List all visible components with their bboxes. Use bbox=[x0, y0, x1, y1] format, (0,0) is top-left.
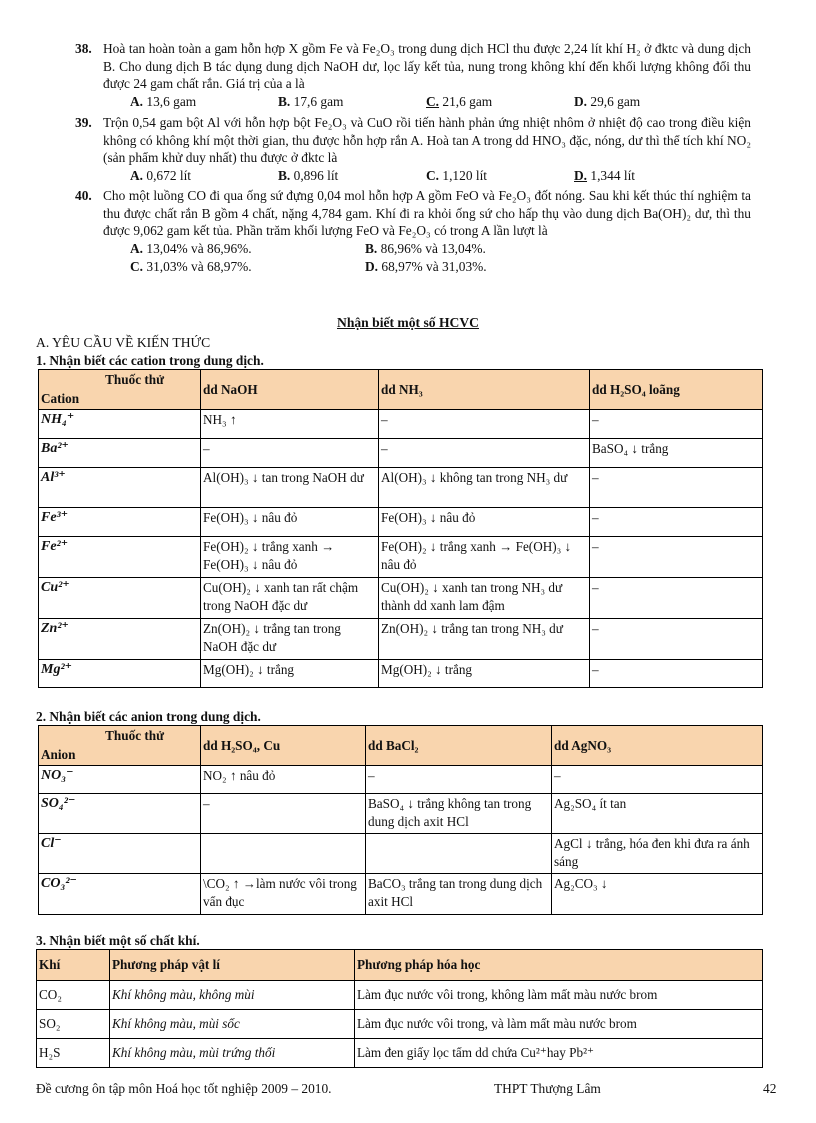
option-c: C. 31,03% và 68,97%. bbox=[130, 258, 252, 274]
gas-cell: CO₂ bbox=[37, 981, 110, 1010]
table-row bbox=[39, 508, 763, 537]
anion-table bbox=[38, 725, 763, 915]
table-cell: Ag₂SO₄ ít tan bbox=[552, 794, 763, 834]
table-cell: Al(OH)₃ ↓ không tan trong NH₃ dư bbox=[379, 468, 590, 508]
table-cell: Fe(OH)₃ ↓ nâu đỏ bbox=[379, 508, 590, 537]
table-row bbox=[39, 766, 763, 794]
question-stem: Hoà tan hoàn toàn a gam hỗn hợp X gồm Fe và Fe₂O₃ trong dung dịch HCl thu được 2,24 lít khí H₂ ở đktc và dung dịch B. Cho dung dịch B tác dụng dung dịch NaOH dư, lọc lấy kết tủa, nung trong không khí đến khối lượng không đổi thu được 24 gam chất rắn. Giá trị của a là bbox=[103, 41, 751, 92]
page-number: 42 bbox=[763, 1081, 777, 1096]
table-cell: BaSO₄ ↓ trắng không tan trong dung dịch axit HCl bbox=[366, 794, 552, 834]
table-row bbox=[37, 1039, 763, 1068]
option-d: D. 29,6 gam bbox=[574, 94, 641, 110]
cation-cell: NH₄⁺ bbox=[39, 410, 201, 439]
table-cell: BaCO₃ trắng tan trong dung dịch axit HCl bbox=[366, 874, 552, 915]
question-number: 39. bbox=[75, 115, 92, 130]
cation-cell: Fe²⁺ bbox=[39, 537, 201, 578]
table-row bbox=[39, 468, 763, 508]
gas-cell: SO₂ bbox=[37, 1010, 110, 1039]
cation-cell: Fe³⁺ bbox=[39, 508, 201, 537]
footer-document-title: Đề cương ôn tập môn Hoá học tốt nghiệp 2009 – 2010. bbox=[36, 1081, 332, 1096]
table-cell: BaSO₄ ↓ trắng bbox=[590, 439, 763, 468]
answer-options bbox=[130, 240, 751, 275]
reagent-header: Thuốc thử bbox=[105, 372, 164, 387]
table-row bbox=[39, 874, 763, 915]
table-row bbox=[39, 410, 763, 439]
table-cell: Zn(OH)₂ ↓ trắng tan trong NH₃ dư bbox=[379, 619, 590, 660]
gas-heading: 3. Nhận biết một số chất khí. bbox=[36, 933, 200, 948]
column-header: Khí bbox=[37, 950, 110, 981]
option-b: B. 86,96% và 13,04%. bbox=[365, 241, 486, 257]
table-row bbox=[39, 660, 763, 688]
column-header: dd BaCl₂ bbox=[366, 726, 552, 766]
table-cell: Fe(OH)₂ ↓ trắng xanh → Fe(OH)₃ ↓ nâu đỏ bbox=[379, 537, 590, 578]
table-cell: Fe(OH)₃ ↓ nâu đỏ bbox=[201, 508, 379, 537]
table-cell bbox=[366, 834, 552, 874]
answer-options bbox=[130, 167, 751, 185]
table-cell: – bbox=[201, 794, 366, 834]
section-title: Nhận biết một số HCVC bbox=[337, 315, 479, 330]
table-cell: – bbox=[201, 439, 379, 468]
column-header: dd NaOH bbox=[201, 370, 379, 410]
answer-options bbox=[130, 93, 751, 111]
table-row bbox=[39, 537, 763, 578]
table-row bbox=[37, 981, 763, 1010]
table-cell bbox=[201, 834, 366, 874]
cation-cell: Zn²⁺ bbox=[39, 619, 201, 660]
table-row bbox=[39, 619, 763, 660]
cation-cell: Mg²⁺ bbox=[39, 660, 201, 688]
option-a: A. 13,6 gam bbox=[130, 94, 197, 110]
question-stem: Cho một luồng CO đi qua ống sứ đựng 0,04 mol hỗn hợp A gồm FeO và Fe₂O₃ đốt nóng. Sau khi kết thúc thí nghiệm ta thu được chất rắn B gồm 4 chất, nặng 4,784 gam. Khí đi ra khỏi ống sứ cho hấp thụ vào dung dịch Ba(OH)₂ dư, thì thu được 9,062 gam kết tủa. Phần trăm khối lượng FeO và Fe₂O₃ có trong A lần lượt là bbox=[103, 188, 751, 239]
table-cell: – bbox=[590, 660, 763, 688]
question-40 bbox=[75, 187, 751, 275]
question-stem: Trộn 0,54 gam bột Al với hỗn hợp bột Fe₂O₃ và CuO rồi tiến hành phản ứng nhiệt nhôm ở nhiệt độ cao trong điều kiện không có không khí một thời gian, thu được hỗn hợp rắn A. Hoà tan A trong dd HNO₃ đặc, nóng, dư thì thể tích khí NO₂ (sản phẩm khử duy nhất) thu được ở đktc là bbox=[103, 115, 751, 166]
table-cell: – bbox=[379, 410, 590, 439]
table-cell: Zn(OH)₂ ↓ trắng tan trong NaOH đặc dư bbox=[201, 619, 379, 660]
column-header: dd H₂SO₄, Cu bbox=[201, 726, 366, 766]
option-c: C. 1,120 lít bbox=[426, 168, 488, 184]
column-header: dd AgNO₃ bbox=[552, 726, 763, 766]
table-cell: Khí không màu, mùi trứng thối bbox=[110, 1039, 355, 1068]
anion-cell: NO₃⁻ bbox=[39, 766, 201, 794]
gas-table bbox=[36, 949, 763, 1068]
column-header: Phương pháp vật lí bbox=[110, 950, 355, 981]
table-cell: – bbox=[379, 439, 590, 468]
table-cell: Cu(OH)₂ ↓ xanh tan rất chậm trong NaOH đặc dư bbox=[201, 578, 379, 619]
table-cell: – bbox=[590, 410, 763, 439]
option-b: B. 0,896 lít bbox=[278, 168, 339, 184]
option-d: D. 1,344 lít bbox=[574, 168, 636, 184]
table-cell: Khí không màu, mùi sốc bbox=[110, 1010, 355, 1039]
cation-header: Cation bbox=[41, 391, 80, 407]
table-cell: Khí không màu, không mùi bbox=[110, 981, 355, 1010]
footer-school-name: THPT Thượng Lâm bbox=[494, 1081, 601, 1096]
anion-cell: SO₄²⁻ bbox=[39, 794, 201, 834]
option-c: C. 21,6 gam bbox=[426, 94, 493, 110]
corner-header-cell bbox=[39, 370, 201, 410]
table-cell: Cu(OH)₂ ↓ xanh tan trong NH₃ dư thành dd xanh lam đậm bbox=[379, 578, 590, 619]
table-row bbox=[39, 578, 763, 619]
anion-heading: 2. Nhận biết các anion trong dung dịch. bbox=[36, 709, 261, 724]
option-d: D. 68,97% và 31,03%. bbox=[365, 258, 487, 274]
table-cell: Mg(OH)₂ ↓ trắng bbox=[201, 660, 379, 688]
option-b: B. 17,6 gam bbox=[278, 94, 344, 110]
option-a: A. 13,04% và 86,96%. bbox=[130, 241, 252, 257]
anion-header: Anion bbox=[41, 747, 76, 763]
table-cell: – bbox=[590, 578, 763, 619]
reagent-header: Thuốc thử bbox=[105, 728, 164, 743]
table-row bbox=[39, 834, 763, 874]
section-a-heading: A. YÊU CẦU VỀ KIẾN THỨC bbox=[36, 335, 211, 350]
table-cell: Al(OH)₃ ↓ tan trong NaOH dư bbox=[201, 468, 379, 508]
question-38 bbox=[75, 40, 751, 111]
table-row bbox=[37, 1010, 763, 1039]
table-cell: Ag₂CO₃ ↓ bbox=[552, 874, 763, 915]
cation-cell: Ba²⁺ bbox=[39, 439, 201, 468]
table-cell: NH₃ ↑ bbox=[201, 410, 379, 439]
table-cell: Làm đục nước vôi trong, không làm mất màu nước brom bbox=[355, 981, 763, 1010]
gas-cell: H₂S bbox=[37, 1039, 110, 1068]
table-cell: – bbox=[366, 766, 552, 794]
cation-cell: Cu²⁺ bbox=[39, 578, 201, 619]
cation-heading: 1. Nhận biết các cation trong dung dịch. bbox=[36, 353, 264, 368]
anion-cell: Cl⁻ bbox=[39, 834, 201, 874]
question-number: 38. bbox=[75, 41, 92, 56]
question-39 bbox=[75, 114, 751, 185]
column-header: Phương pháp hóa học bbox=[355, 950, 763, 981]
column-header: dd H₂SO₄ loãng bbox=[590, 370, 763, 410]
table-cell: – bbox=[590, 508, 763, 537]
table-cell: Fe(OH)₂ ↓ trắng xanh → Fe(OH)₃ ↓ nâu đỏ bbox=[201, 537, 379, 578]
anion-cell: CO₃²⁻ bbox=[39, 874, 201, 915]
question-number: 40. bbox=[75, 188, 92, 203]
table-cell: Làm đục nước vôi trong, và làm mất màu nước brom bbox=[355, 1010, 763, 1039]
table-cell: – bbox=[552, 766, 763, 794]
table-cell: NO₂ ↑ nâu đỏ bbox=[201, 766, 366, 794]
table-cell: – bbox=[590, 468, 763, 508]
column-header: dd NH₃ bbox=[379, 370, 590, 410]
cation-table bbox=[38, 369, 763, 688]
table-cell: \CO₂ ↑ →làm nước vôi trong vẩn đục bbox=[201, 874, 366, 915]
table-cell: Mg(OH)₂ ↓ trắng bbox=[379, 660, 590, 688]
table-cell: AgCl ↓ trắng, hóa đen khi đưa ra ánh sáng bbox=[552, 834, 763, 874]
cation-cell: Al³⁺ bbox=[39, 468, 201, 508]
table-cell: Làm đen giấy lọc tẩm dd chứa Cu²⁺hay Pb²⁺ bbox=[355, 1039, 763, 1068]
table-cell: – bbox=[590, 537, 763, 578]
table-row bbox=[39, 794, 763, 834]
table-cell: – bbox=[590, 619, 763, 660]
option-a: A. 0,672 lít bbox=[130, 168, 192, 184]
corner-header-cell bbox=[39, 726, 201, 766]
table-row bbox=[39, 439, 763, 468]
